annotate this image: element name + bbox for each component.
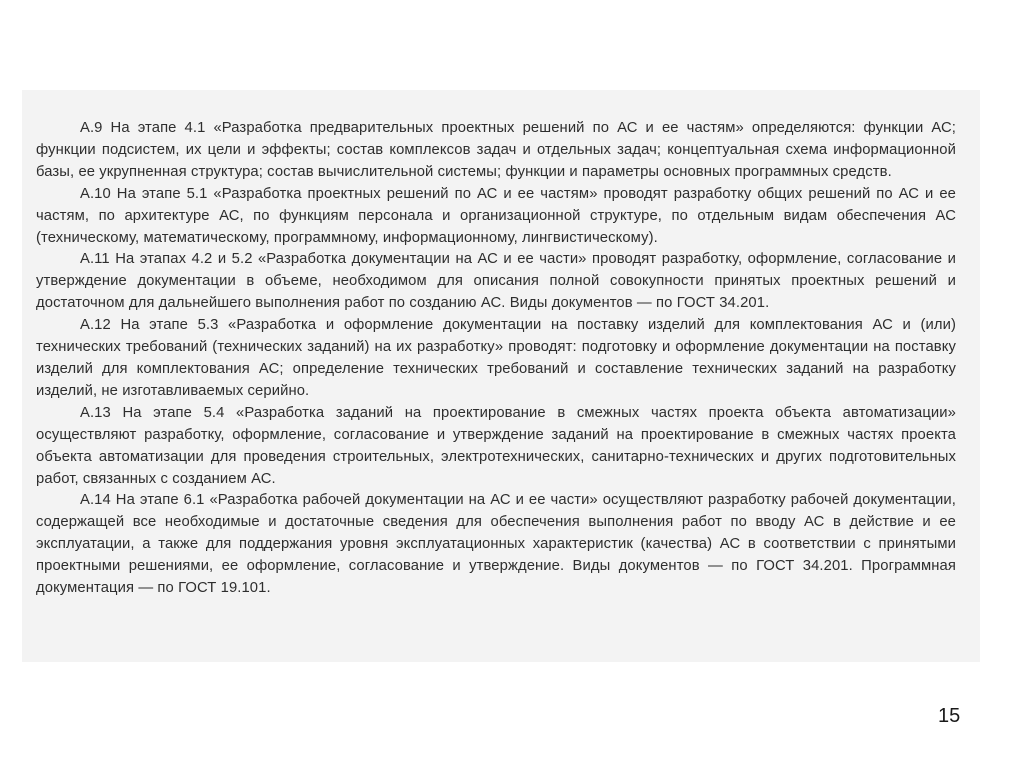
- paragraph-a10: А.10 На этапе 5.1 «Разработка проектных решений по АС и ее частям» проводят разработку общих решений по АС и ее частям, по архитектуре АС, по функциям персонала и организационной структуре, по отдельным видам обеспечения АС (техническому, математическому, программному, информационному, лингвистическому).: [36, 185, 956, 246]
- paragraph-a13: А.13 На этапе 5.4 «Разработка заданий на проектирование в смежных частях проекта объекта автоматизации» осуществляют разработку, оформление, согласование и утверждение заданий на проектирование в смежных частях проекта объекта автоматизации для проведения строительных, электротехнических, санитарно-технических и других подготовительных работ, связанных с созданием АС.: [36, 404, 956, 487]
- document-text-block: [36, 118, 956, 600]
- paragraph-a14: А.14 На этапе 6.1 «Разработка рабочей документации на АС и ее части» осуществляют разработку рабочей документации, содержащей все необходимые и достаточные сведения для обеспечения выполнения работ по вводу АС в действие и ее эксплуатации, а также для поддержания уровня эксплуатационных характеристик (качества) АС в соответствии с принятыми проектными решениями, ее оформление, согласование и утверждение. Виды документов — по ГОСТ 34.201. Программная документация — по ГОСТ 19.101.: [36, 492, 956, 597]
- paragraph-a9: А.9 На этапе 4.1 «Разработка предварительных проектных решений по АС и ее частям» определяются: функции АС; функции подсистем, их цели и эффекты; состав комплексов задач и отдельных задач; концептуальная схема информационной базы, ее укрупненная структура; состав вычислительной системы; функции и параметры основных программных средств.: [36, 120, 956, 180]
- paragraph-a11: А.11 На этапах 4.2 и 5.2 «Разработка документации на АС и ее части» проводят разработку, оформление, согласование и утверждение документации в объеме, необходимом для описания полной совокупности принятых проектных решений и достаточном для дальнейшего выполнения работ по созданию АС. Виды документов — по ГОСТ 34.201.: [36, 251, 956, 312]
- paragraph-a12: А.12 На этапе 5.3 «Разработка и оформление документации на поставку изделий для комплектования АС и (или) технических требований (технических заданий) на их разработку» проводят: подготовку и оформление документации на поставку изделий для комплектования АС; определение технических требований и составление технических заданий на разработку изделий, не изготавливаемых серийно.: [36, 317, 956, 399]
- page-number: 15: [938, 705, 961, 727]
